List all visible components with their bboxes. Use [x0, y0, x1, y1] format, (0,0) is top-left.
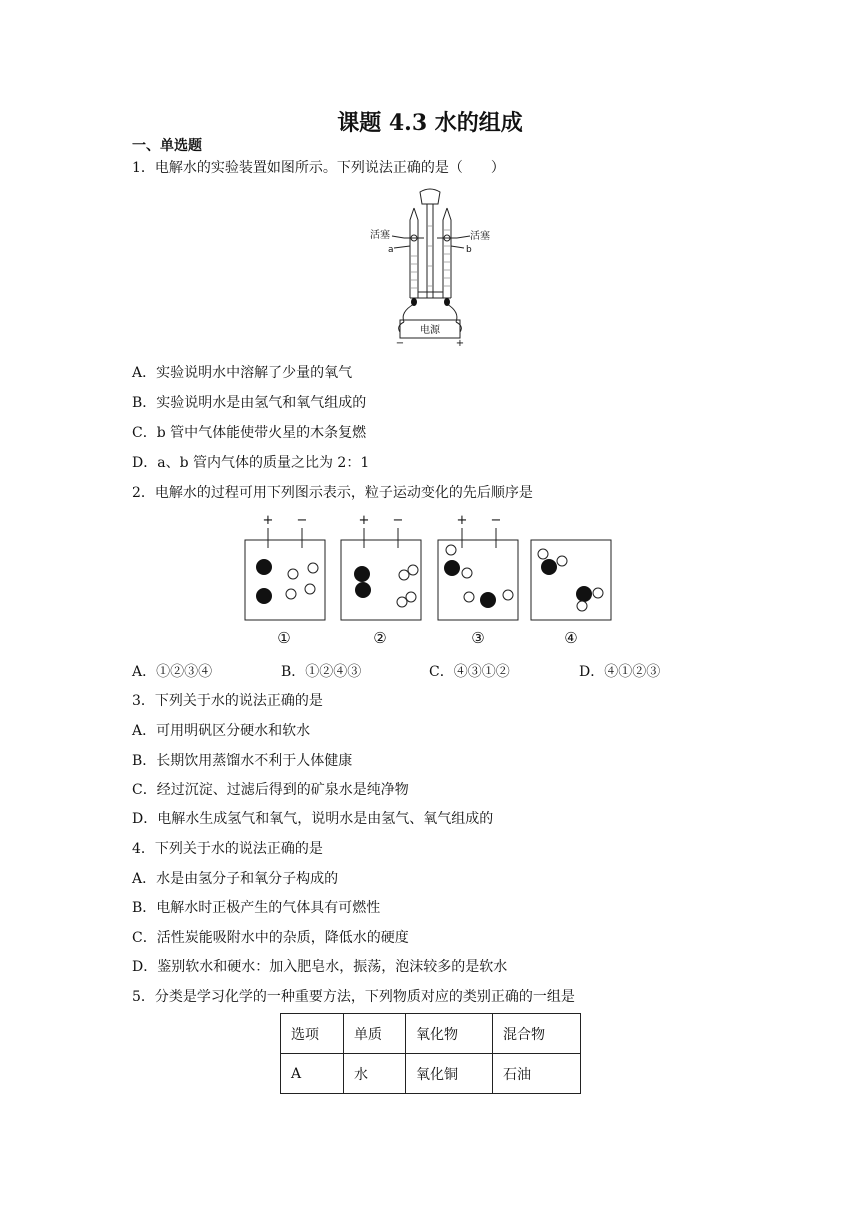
svg-text:−: − — [296, 513, 308, 528]
tube-a-label: a — [388, 245, 394, 255]
tube-b-label: b — [466, 245, 472, 255]
power-label: 电源 — [420, 325, 440, 336]
svg-text:+: + — [358, 513, 370, 528]
table-cell: 石油 — [493, 1054, 581, 1094]
panel-3-label: ③ — [471, 629, 485, 647]
minus-sign: − — [395, 338, 405, 348]
valve-right-label: 活塞 — [470, 231, 490, 242]
q1-option-c: C．b 管中气体能使带火星的木条复燃 — [132, 425, 367, 441]
panel-2-label: ② — [373, 629, 387, 647]
q3-option-c: C．经过沉淀、过滤后得到的矿泉水是纯净物 — [132, 782, 409, 798]
valve-left-label: 活塞 — [370, 230, 390, 241]
q2-option-d: D．④①②③ — [579, 664, 661, 680]
q3-option-d: D．电解水生成氢气和氧气，说明水是由氢气、氧气组成的 — [132, 811, 494, 827]
q1-option-d: D．a、b 管内气体的质量之比为 2：1 — [132, 455, 370, 471]
question-3-stem: 3．下列关于水的说法正确的是 — [132, 693, 323, 709]
table-header-cell: 混合物 — [493, 1014, 581, 1054]
particle-diagrams-figure — [236, 510, 616, 650]
q2-option-c: C．④③①② — [429, 664, 510, 680]
panel-1 — [245, 513, 325, 647]
table-header-row — [281, 1014, 581, 1054]
question-2-stem: 2．电解水的过程可用下列图示表示，粒子运动变化的先后顺序是 — [132, 485, 533, 501]
panel-4 — [531, 540, 611, 647]
panel-2 — [341, 513, 421, 647]
q4-option-b: B．电解水时正极产生的气体具有可燃性 — [132, 900, 381, 916]
classification-table — [280, 1013, 581, 1094]
q2-option-a: A．①②③④ — [132, 664, 213, 680]
table-cell: A — [281, 1054, 344, 1094]
electrolysis-apparatus-figure — [360, 186, 490, 348]
q4-option-a: A．水是由氢分子和氧分子构成的 — [132, 871, 339, 887]
panel-4-label: ④ — [564, 629, 578, 647]
svg-text:−: − — [490, 513, 502, 528]
plus-sign: + — [455, 338, 465, 348]
page-title: 课题 4.3 水的组成 — [337, 110, 523, 136]
q4-option-c: C．活性炭能吸附水中的杂质，降低水的硬度 — [132, 930, 409, 946]
table-header-cell: 氧化物 — [406, 1014, 493, 1054]
table-cell: 氧化铜 — [406, 1054, 493, 1094]
svg-text:+: + — [456, 513, 468, 528]
panel-1-label: ① — [277, 629, 291, 647]
q3-option-a: A．可用明矾区分硬水和软水 — [132, 723, 311, 739]
panel-3 — [438, 513, 518, 647]
question-5-stem: 5．分类是学习化学的一种重要方法，下列物质对应的类别正确的一组是 — [132, 989, 575, 1005]
section-heading: 一、单选题 — [132, 138, 202, 154]
question-4-stem: 4．下列关于水的说法正确的是 — [132, 841, 323, 857]
table-cell: 水 — [344, 1054, 406, 1094]
table-header-cell: 选项 — [281, 1014, 344, 1054]
svg-text:+: + — [262, 513, 274, 528]
question-1-stem: 1．电解水的实验装置如图所示。下列说法正确的是（ ） — [132, 160, 505, 176]
q2-option-b: B．①②④③ — [281, 664, 362, 680]
q1-option-b: B．实验说明水是由氢气和氧气组成的 — [132, 395, 367, 411]
table-header-cell: 单质 — [344, 1014, 406, 1054]
table-row — [281, 1054, 581, 1094]
q4-option-d: D．鉴别软水和硬水：加入肥皂水，振荡，泡沫较多的是软水 — [132, 959, 508, 975]
q1-option-a: A．实验说明水中溶解了少量的氧气 — [132, 365, 353, 381]
svg-text:−: − — [392, 513, 404, 528]
q3-option-b: B．长期饮用蒸馏水不利于人体健康 — [132, 753, 353, 769]
funnel-bulb — [420, 189, 440, 204]
